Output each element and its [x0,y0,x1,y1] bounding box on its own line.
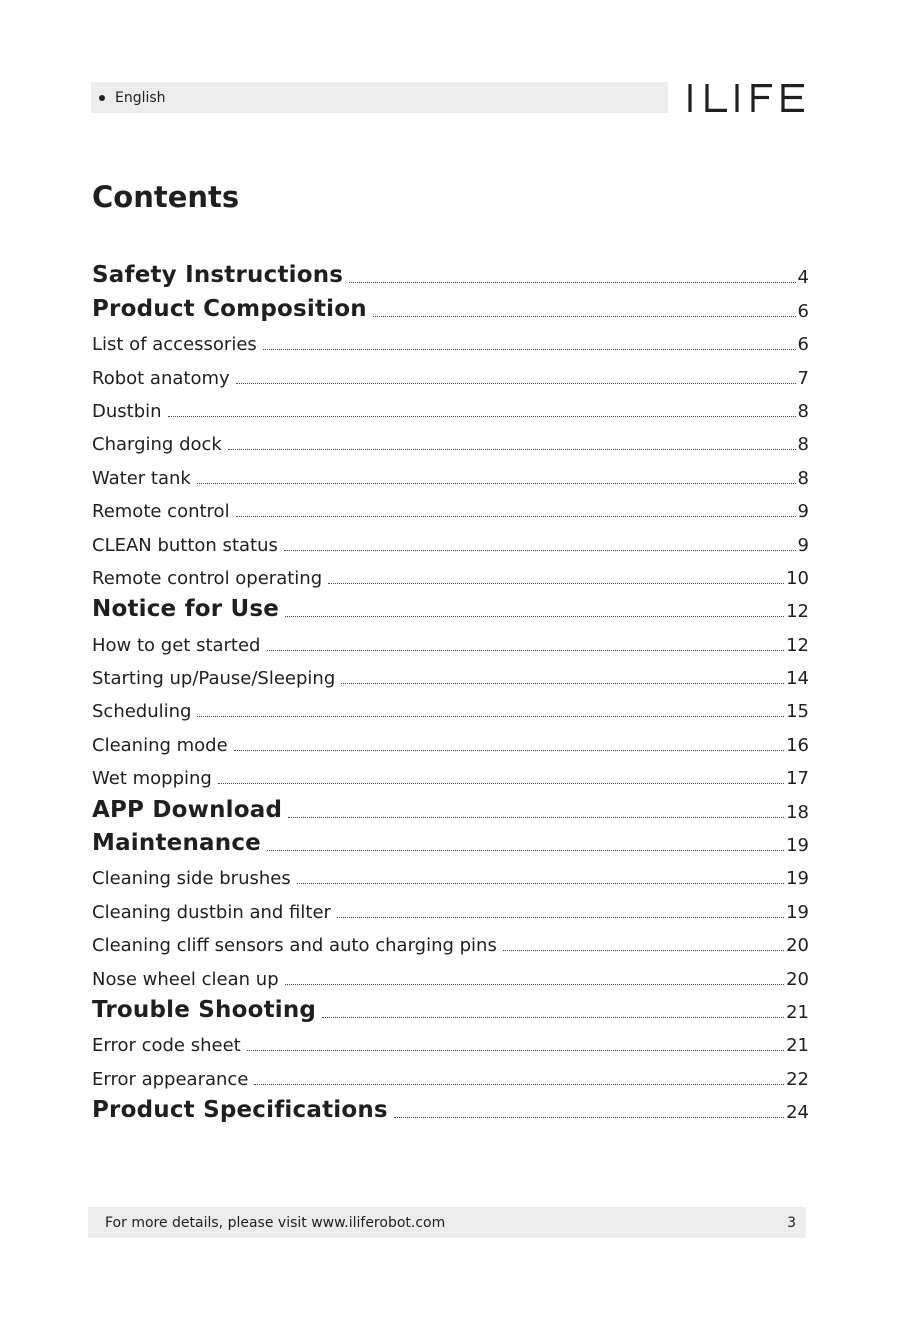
dot-leader [267,850,784,851]
dot-leader [341,683,784,684]
dot-leader [228,449,796,450]
toc-entry-label: Cleaning side brushes [92,868,291,890]
dot-leader [267,650,785,651]
toc-entry-page: 15 [786,701,809,723]
toc-subsection-entry[interactable] [92,488,809,521]
toc-entry-page: 9 [797,501,809,523]
toc-entry-label: Dustbin [92,400,162,422]
toc-entry-label: Starting up/Pause/Sleeping [92,668,336,690]
toc-entry-label: Remote control [92,501,230,523]
toc-subsection-entry[interactable] [92,922,809,955]
toc-entry-page: 10 [786,567,809,589]
dot-leader [337,917,784,918]
toc-section-entry[interactable] [92,588,809,621]
dot-leader [236,516,796,517]
toc-entry-page: 19 [786,835,809,857]
toc-entry-page: 12 [786,634,809,656]
dot-leader [197,483,796,484]
dot-leader [263,349,796,350]
toc-entry-page: 17 [786,768,809,790]
ilife-logo-icon [687,78,807,118]
toc-entry-label: Product Composition [92,295,367,322]
toc-entry-label: Charging dock [92,434,222,456]
bullet-icon [99,95,105,101]
toc-section-entry[interactable] [92,822,809,855]
dot-leader [197,716,784,717]
toc-subsection-entry[interactable] [92,354,809,387]
toc-entry-label: Remote control operating [92,567,323,589]
toc-section-entry[interactable] [92,788,809,821]
toc-subsection-entry[interactable] [92,388,809,421]
toc-entry-page: 20 [786,935,809,957]
toc-entry-label: List of accessories [92,334,257,356]
dot-leader [297,883,784,884]
language-label: English [115,89,166,106]
dot-leader [394,1117,784,1118]
toc-entry-page: 6 [797,300,809,322]
toc-entry-label: Robot anatomy [92,367,230,389]
page-number: 3 [787,1214,796,1231]
toc-entry-label: Nose wheel clean up [92,968,279,990]
toc-entry-label: How to get started [92,634,261,656]
toc-subsection-entry[interactable] [92,521,809,554]
toc-subsection-entry[interactable] [92,755,809,788]
toc-subsection-entry[interactable] [92,555,809,588]
toc-entry-page: 21 [786,1035,809,1057]
toc-entry-page: 19 [786,868,809,890]
toc-entry-label: Cleaning mode [92,734,228,756]
toc-entry-page: 19 [786,901,809,923]
dot-leader [218,783,784,784]
dot-leader [503,950,784,951]
toc-section-entry[interactable] [92,989,809,1022]
dot-leader [288,817,784,818]
ilife-logo [687,78,807,118]
toc-subsection-entry[interactable] [92,621,809,654]
toc-subsection-entry[interactable] [92,955,809,988]
dot-leader [328,583,784,584]
toc-entry-page: 18 [786,801,809,823]
toc-subsection-entry[interactable] [92,855,809,888]
toc-entry-page: 24 [786,1102,809,1124]
toc-section-entry[interactable] [92,254,809,287]
toc-entry-page: 22 [786,1068,809,1090]
toc-section-entry[interactable] [92,287,809,320]
toc-entry-label: Scheduling [92,701,192,723]
toc-entry-label: Water tank [92,467,191,489]
toc-entry-label: Safety Instructions [92,262,344,289]
dot-leader [284,550,796,551]
dot-leader [285,984,784,985]
dot-leader [234,750,784,751]
toc-section-entry[interactable] [92,1089,809,1122]
toc-entry-page: 8 [797,400,809,422]
dot-leader [247,1050,784,1051]
dot-leader [373,316,796,317]
toc-subsection-entry[interactable] [92,421,809,454]
dot-leader [168,416,796,417]
dot-leader [236,383,796,384]
toc-subsection-entry[interactable] [92,1022,809,1055]
dot-leader [254,1084,784,1085]
toc-subsection-entry[interactable] [92,454,809,487]
table-of-contents [92,254,809,1122]
toc-subsection-entry[interactable] [92,321,809,354]
footer-bar [88,1207,806,1238]
toc-entry-label: Error appearance [92,1068,249,1090]
toc-entry-label: Trouble Shooting [92,996,317,1023]
toc-entry-label: Notice for Use [92,596,280,623]
toc-entry-label: CLEAN button status [92,534,278,556]
toc-entry-page: 14 [786,668,809,690]
toc-entry-page: 8 [797,434,809,456]
toc-entry-label: Error code sheet [92,1035,241,1057]
toc-subsection-entry[interactable] [92,688,809,721]
toc-entry-label: APP Download [92,796,283,823]
toc-entry-label: Maintenance [92,830,261,857]
toc-entry-label: Cleaning cliff sensors and auto charging pins [92,935,497,957]
toc-entry-page: 16 [786,734,809,756]
toc-entry-label: Cleaning dustbin and filter [92,901,331,923]
toc-entry-page: 21 [786,1001,809,1023]
toc-entry-page: 9 [797,534,809,556]
toc-entry-page: 6 [797,334,809,356]
toc-entry-page: 7 [797,367,809,389]
dot-leader [285,616,784,617]
language-bar [91,82,668,113]
dot-leader [322,1017,784,1018]
toc-subsection-entry[interactable] [92,1055,809,1088]
toc-entry-page: 8 [797,467,809,489]
dot-leader [349,282,795,283]
toc-entry-page: 12 [786,601,809,623]
toc-subsection-entry[interactable] [92,888,809,921]
toc-subsection-entry[interactable] [92,721,809,754]
toc-entry-label: Wet mopping [92,768,212,790]
footer-text: For more details, please visit www.iliferobot.com [105,1214,446,1231]
toc-subsection-entry[interactable] [92,655,809,688]
toc-entry-page: 20 [786,968,809,990]
toc-entry-page: 4 [797,267,809,289]
toc-entry-label: Product Specifications [92,1097,388,1124]
page-title: Contents [92,180,240,214]
